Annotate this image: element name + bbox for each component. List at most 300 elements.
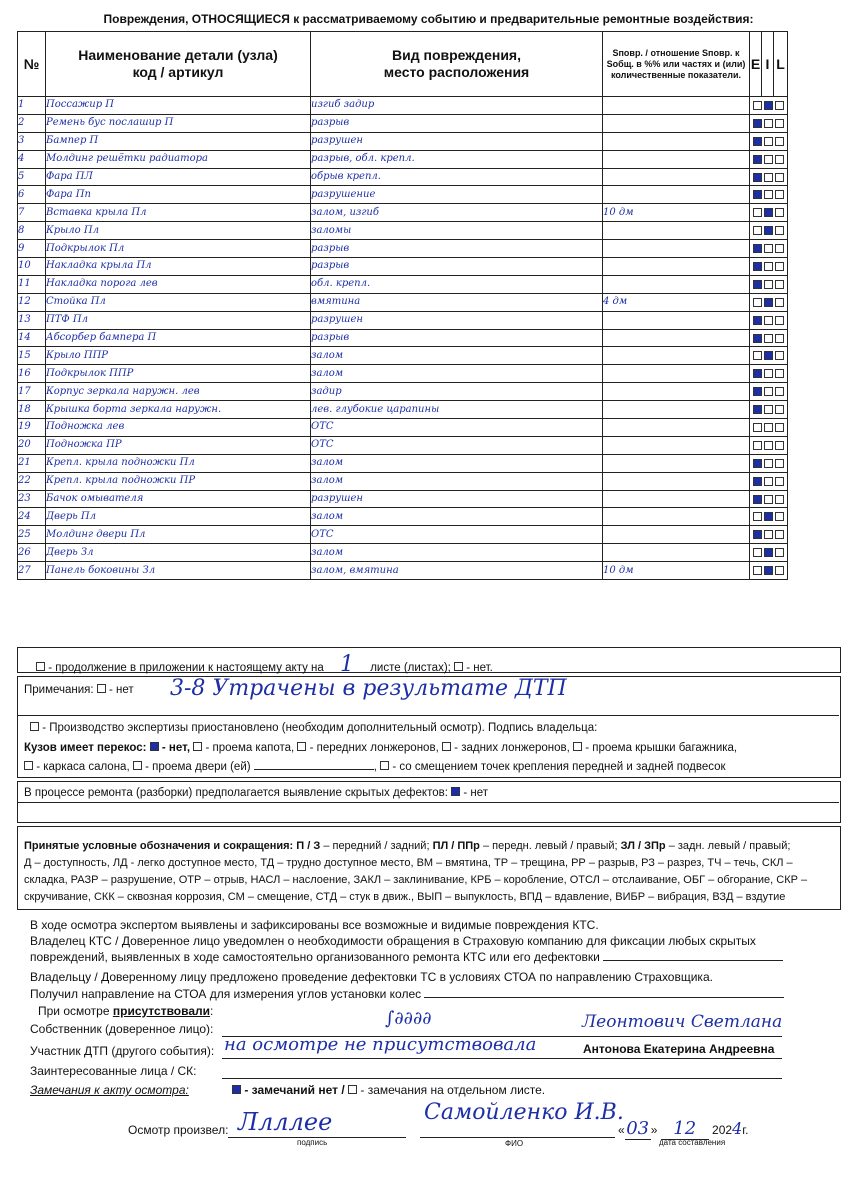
row-damage[interactable]: вмятина bbox=[311, 293, 603, 311]
row-checkbox-i[interactable] bbox=[764, 548, 773, 557]
legend-line-3: складка, РАЗР – разрушение, ОТР – отрыв, НАСЛ – наслоение, ЗАКЛ – заклинивание, КРБ – коробление, ОТСЛ – отслаивание, ОБГ – обгорание, СКР – bbox=[24, 874, 808, 886]
row-eil-boxes bbox=[750, 293, 788, 311]
col-part bbox=[46, 32, 311, 97]
row-ratio[interactable]: 10 дм bbox=[603, 204, 750, 222]
row-checkbox-e[interactable] bbox=[753, 351, 762, 360]
notes-handwritten: 3-8 Утрачены в результате ДТП bbox=[170, 676, 567, 701]
table-row bbox=[18, 186, 788, 204]
row-damage[interactable]: ОТС bbox=[311, 436, 603, 454]
row-number[interactable]: 15 bbox=[18, 347, 46, 365]
row-damage[interactable]: обл. крепл. bbox=[311, 275, 603, 293]
col-ratio: Sповр. / отношение Sповр. к Sобщ. в %% или частях и (или) количественные показатели. bbox=[603, 32, 750, 97]
row-eil-boxes bbox=[750, 508, 788, 526]
row-number[interactable]: 10 bbox=[18, 258, 46, 276]
row-part[interactable]: Панель боковины Зл bbox=[46, 562, 311, 580]
table-row bbox=[18, 240, 788, 258]
row-checkbox-e[interactable] bbox=[753, 101, 762, 110]
row-checkbox-i[interactable] bbox=[764, 334, 773, 343]
row-checkbox-e[interactable] bbox=[753, 119, 762, 128]
row-ratio[interactable] bbox=[603, 365, 750, 383]
row-checkbox-e[interactable] bbox=[753, 405, 762, 414]
row-ratio[interactable] bbox=[603, 472, 750, 490]
row-checkbox-group bbox=[750, 477, 787, 486]
row-part[interactable]: Фара Пп bbox=[46, 186, 311, 204]
row-part[interactable]: Дверь Пл bbox=[46, 508, 311, 526]
row-number[interactable]: 14 bbox=[18, 329, 46, 347]
row-eil-boxes bbox=[750, 383, 788, 401]
row-checkbox-e[interactable] bbox=[753, 477, 762, 486]
row-checkbox-i[interactable] bbox=[764, 137, 773, 146]
row-ratio[interactable] bbox=[603, 132, 750, 150]
footer-line-4: Владельцу / Доверенному лицу предложено проведение дефектовки ТС в условиях СТОА по направлению Страховщика. bbox=[30, 970, 713, 984]
legend-p2-bold: ПЛ / ППр bbox=[432, 840, 480, 852]
row-checkbox-l[interactable] bbox=[775, 298, 784, 307]
footer-line-5-field[interactable] bbox=[424, 997, 784, 998]
row-damage[interactable]: залом bbox=[311, 544, 603, 562]
date-caption: дата составления bbox=[659, 1138, 726, 1147]
col-part-line1: Наименование детали (узла) bbox=[78, 47, 278, 63]
row-checkbox-e[interactable] bbox=[753, 369, 762, 378]
skew-door-field[interactable] bbox=[254, 769, 374, 770]
continuation-no-checkbox[interactable] bbox=[454, 662, 463, 671]
row-checkbox-group bbox=[750, 387, 787, 396]
row-checkbox-l[interactable] bbox=[775, 441, 784, 450]
row-checkbox-l[interactable] bbox=[775, 423, 784, 432]
row-checkbox-l[interactable] bbox=[775, 173, 784, 182]
row-ratio[interactable] bbox=[603, 311, 750, 329]
col-e: E bbox=[750, 32, 762, 97]
row-damage[interactable]: задир bbox=[311, 383, 603, 401]
row-part[interactable]: Подножка ПР bbox=[46, 436, 311, 454]
hidden-defects-text: В процессе ремонта (разборки) предполагается выявление скрытых дефектов: bbox=[24, 787, 448, 799]
continuation-count: 1 bbox=[340, 652, 354, 677]
row-checkbox-e[interactable] bbox=[753, 137, 762, 146]
row-part[interactable]: Подкрылок ППР bbox=[46, 365, 311, 383]
legend-p1-bold: П / З bbox=[296, 840, 321, 852]
table-row bbox=[18, 132, 788, 150]
inspector-fio-handwritten: Самойленко И.В. bbox=[424, 1100, 624, 1125]
row-part[interactable]: Молдинг решётки радиатора bbox=[46, 150, 311, 168]
row-checkbox-e[interactable] bbox=[753, 155, 762, 164]
owner-label: Собственник (доверенное лицо): bbox=[30, 1022, 214, 1036]
row-ratio[interactable] bbox=[603, 526, 750, 544]
row-checkbox-i[interactable] bbox=[764, 298, 773, 307]
row-number[interactable]: 3 bbox=[18, 132, 46, 150]
row-part[interactable]: Крыло Пл bbox=[46, 222, 311, 240]
skew-trunk-checkbox[interactable] bbox=[573, 742, 582, 751]
row-checkbox-i[interactable] bbox=[764, 280, 773, 289]
row-number[interactable]: 6 bbox=[18, 186, 46, 204]
row-checkbox-e[interactable] bbox=[753, 459, 762, 468]
row-checkbox-e[interactable] bbox=[753, 548, 762, 557]
row-number[interactable]: 20 bbox=[18, 436, 46, 454]
skew-rear-rails-checkbox[interactable] bbox=[442, 742, 451, 751]
row-ratio[interactable] bbox=[603, 454, 750, 472]
table-row bbox=[18, 490, 788, 508]
col-damage-line1: Вид повреждения, bbox=[392, 47, 521, 63]
row-number[interactable]: 4 bbox=[18, 150, 46, 168]
row-ratio[interactable] bbox=[603, 419, 750, 437]
skew-no-checkbox[interactable] bbox=[150, 742, 159, 751]
participant-field[interactable] bbox=[222, 1058, 782, 1059]
footer-line-3-field[interactable] bbox=[603, 960, 783, 961]
row-checkbox-e[interactable] bbox=[753, 173, 762, 182]
table-header bbox=[18, 32, 788, 97]
hidden-defects-checkbox[interactable] bbox=[451, 787, 460, 796]
row-damage[interactable]: лев. глубокие царапины bbox=[311, 401, 603, 419]
table-row bbox=[18, 436, 788, 454]
fio-caption: ФИО bbox=[505, 1139, 524, 1148]
notes-checkbox[interactable] bbox=[97, 684, 106, 693]
row-part[interactable]: Бампер П bbox=[46, 132, 311, 150]
row-checkbox-e[interactable] bbox=[753, 387, 762, 396]
row-checkbox-i[interactable] bbox=[764, 101, 773, 110]
row-checkbox-l[interactable] bbox=[775, 477, 784, 486]
row-checkbox-e[interactable] bbox=[753, 262, 762, 271]
row-damage[interactable]: залом, вмятина bbox=[311, 562, 603, 580]
row-checkbox-i[interactable] bbox=[764, 530, 773, 539]
row-damage[interactable]: разрушен bbox=[311, 311, 603, 329]
table-row bbox=[18, 544, 788, 562]
row-part[interactable]: Вставка крыла Пл bbox=[46, 204, 311, 222]
row-checkbox-e[interactable] bbox=[753, 316, 762, 325]
notes-no: - нет bbox=[109, 684, 134, 696]
expertise-checkbox[interactable] bbox=[30, 722, 39, 731]
table-row bbox=[18, 168, 788, 186]
row-checkbox-e[interactable] bbox=[753, 512, 762, 521]
row-part[interactable]: Молдинг двери Пл bbox=[46, 526, 311, 544]
row-checkbox-i[interactable] bbox=[764, 369, 773, 378]
row-checkbox-e[interactable] bbox=[753, 495, 762, 504]
row-number[interactable]: 18 bbox=[18, 401, 46, 419]
row-ratio[interactable]: 4 дм bbox=[603, 293, 750, 311]
row-checkbox-i[interactable] bbox=[764, 190, 773, 199]
row-checkbox-group bbox=[750, 423, 787, 432]
row-checkbox-l[interactable] bbox=[775, 262, 784, 271]
skew-door-checkbox[interactable] bbox=[133, 761, 142, 770]
col-i: I bbox=[762, 32, 774, 97]
participant-handwritten: на осмотре не присутствовала bbox=[224, 1034, 537, 1055]
inspector-fio-field[interactable] bbox=[420, 1137, 615, 1138]
row-number[interactable]: 17 bbox=[18, 383, 46, 401]
row-ratio[interactable] bbox=[603, 436, 750, 454]
row-checkbox-group bbox=[750, 334, 787, 343]
row-eil-boxes bbox=[750, 186, 788, 204]
row-number[interactable]: 11 bbox=[18, 275, 46, 293]
skew-no: - нет, bbox=[161, 742, 191, 754]
table-row bbox=[18, 258, 788, 276]
row-checkbox-i[interactable] bbox=[764, 262, 773, 271]
row-number[interactable]: 13 bbox=[18, 311, 46, 329]
row-damage[interactable]: разрыв bbox=[311, 258, 603, 276]
table-row bbox=[18, 311, 788, 329]
row-checkbox-e[interactable] bbox=[753, 530, 762, 539]
row-eil-boxes bbox=[750, 275, 788, 293]
remarks-line bbox=[232, 1083, 545, 1097]
row-checkbox-l[interactable] bbox=[775, 208, 784, 217]
skew-mount-checkbox[interactable] bbox=[380, 761, 389, 770]
notes-divider bbox=[17, 715, 839, 716]
row-checkbox-l[interactable] bbox=[775, 530, 784, 539]
row-ratio[interactable] bbox=[603, 222, 750, 240]
row-checkbox-i[interactable] bbox=[764, 119, 773, 128]
row-number[interactable]: 1 bbox=[18, 97, 46, 115]
row-number[interactable]: 26 bbox=[18, 544, 46, 562]
row-part[interactable]: Подкрылок Пл bbox=[46, 240, 311, 258]
row-ratio[interactable] bbox=[603, 186, 750, 204]
row-part[interactable]: Поссажир П bbox=[46, 97, 311, 115]
row-number[interactable]: 9 bbox=[18, 240, 46, 258]
row-checkbox-group bbox=[750, 101, 787, 110]
row-checkbox-i[interactable] bbox=[764, 512, 773, 521]
row-checkbox-group bbox=[750, 280, 787, 289]
row-damage[interactable]: залом bbox=[311, 508, 603, 526]
row-checkbox-i[interactable] bbox=[764, 441, 773, 450]
row-damage[interactable]: разрыв bbox=[311, 329, 603, 347]
row-part[interactable]: Фара ПЛ bbox=[46, 168, 311, 186]
row-eil-boxes bbox=[750, 544, 788, 562]
row-part[interactable]: Подножка лев bbox=[46, 419, 311, 437]
row-number[interactable]: 25 bbox=[18, 526, 46, 544]
row-number[interactable]: 24 bbox=[18, 508, 46, 526]
row-checkbox-l[interactable] bbox=[775, 405, 784, 414]
row-ratio[interactable] bbox=[603, 150, 750, 168]
row-checkbox-l[interactable] bbox=[775, 459, 784, 468]
row-checkbox-i[interactable] bbox=[764, 316, 773, 325]
row-checkbox-group bbox=[750, 530, 787, 539]
table-row bbox=[18, 472, 788, 490]
row-checkbox-i[interactable] bbox=[764, 351, 773, 360]
row-checkbox-l[interactable] bbox=[775, 495, 784, 504]
row-ratio[interactable] bbox=[603, 329, 750, 347]
row-damage[interactable]: ОТС bbox=[311, 526, 603, 544]
row-checkbox-e[interactable] bbox=[753, 244, 762, 253]
row-checkbox-l[interactable] bbox=[775, 369, 784, 378]
row-checkbox-l[interactable] bbox=[775, 119, 784, 128]
row-damage[interactable]: ОТС bbox=[311, 419, 603, 437]
row-checkbox-i[interactable] bbox=[764, 387, 773, 396]
row-ratio[interactable]: 10 дм bbox=[603, 562, 750, 580]
row-checkbox-i[interactable] bbox=[764, 226, 773, 235]
row-ratio[interactable] bbox=[603, 544, 750, 562]
row-checkbox-e[interactable] bbox=[753, 566, 762, 575]
skew-hood-checkbox[interactable] bbox=[193, 742, 202, 751]
row-checkbox-i[interactable] bbox=[764, 423, 773, 432]
row-number[interactable]: 16 bbox=[18, 365, 46, 383]
remarks-sheet-checkbox[interactable] bbox=[348, 1085, 357, 1094]
row-ratio[interactable] bbox=[603, 97, 750, 115]
row-checkbox-group bbox=[750, 566, 787, 575]
row-damage[interactable]: заломы bbox=[311, 222, 603, 240]
row-part[interactable]: Бачок омывателя bbox=[46, 490, 311, 508]
row-ratio[interactable] bbox=[603, 383, 750, 401]
row-checkbox-i[interactable] bbox=[764, 405, 773, 414]
row-checkbox-i[interactable] bbox=[764, 459, 773, 468]
row-checkbox-l[interactable] bbox=[775, 101, 784, 110]
row-checkbox-group bbox=[750, 495, 787, 504]
row-checkbox-i[interactable] bbox=[764, 495, 773, 504]
row-number[interactable]: 5 bbox=[18, 168, 46, 186]
row-damage[interactable]: залом bbox=[311, 365, 603, 383]
table-row bbox=[18, 419, 788, 437]
row-damage[interactable]: разрыв bbox=[311, 114, 603, 132]
col-damage bbox=[311, 32, 603, 97]
row-ratio[interactable] bbox=[603, 508, 750, 526]
row-checkbox-group bbox=[750, 137, 787, 146]
row-checkbox-l[interactable] bbox=[775, 226, 784, 235]
continuation-checkbox[interactable] bbox=[36, 662, 45, 671]
row-part[interactable]: Корпус зеркала наружн. лев bbox=[46, 383, 311, 401]
table-row bbox=[18, 401, 788, 419]
row-eil-boxes bbox=[750, 472, 788, 490]
row-checkbox-i[interactable] bbox=[764, 173, 773, 182]
row-eil-boxes bbox=[750, 311, 788, 329]
row-checkbox-l[interactable] bbox=[775, 137, 784, 146]
row-number[interactable]: 2 bbox=[18, 114, 46, 132]
row-damage[interactable]: залом bbox=[311, 472, 603, 490]
row-damage[interactable]: залом bbox=[311, 347, 603, 365]
row-damage[interactable]: разрыв, обл. крепл. bbox=[311, 150, 603, 168]
row-number[interactable]: 27 bbox=[18, 562, 46, 580]
table-row bbox=[18, 150, 788, 168]
table-row bbox=[18, 204, 788, 222]
legend bbox=[24, 838, 836, 906]
legend-p1: – передний / задний; bbox=[323, 840, 430, 852]
row-checkbox-e[interactable] bbox=[753, 441, 762, 450]
row-eil-boxes bbox=[750, 436, 788, 454]
row-eil-boxes bbox=[750, 365, 788, 383]
row-part[interactable]: Дверь Зл bbox=[46, 544, 311, 562]
row-checkbox-i[interactable] bbox=[764, 566, 773, 575]
row-eil-boxes bbox=[750, 168, 788, 186]
row-checkbox-l[interactable] bbox=[775, 566, 784, 575]
owner-signature-scribble: ∫∂∂∂∂ bbox=[385, 1008, 432, 1029]
row-checkbox-i[interactable] bbox=[764, 244, 773, 253]
row-checkbox-e[interactable] bbox=[753, 208, 762, 217]
row-damage[interactable]: разрушен bbox=[311, 132, 603, 150]
skew-cabin: - каркаса салона, bbox=[36, 761, 130, 773]
footer-line-3-group bbox=[30, 950, 783, 964]
skew-label: Кузов имеет перекос: bbox=[24, 742, 147, 754]
table-body bbox=[18, 97, 788, 580]
skew-front-rails-checkbox[interactable] bbox=[297, 742, 306, 751]
row-checkbox-i[interactable] bbox=[764, 155, 773, 164]
row-ratio[interactable] bbox=[603, 401, 750, 419]
row-damage[interactable]: разрушение bbox=[311, 186, 603, 204]
row-checkbox-group bbox=[750, 459, 787, 468]
row-checkbox-group bbox=[750, 405, 787, 414]
row-checkbox-group bbox=[750, 369, 787, 378]
legend-title: Принятые условные обозначения и сокращения: bbox=[24, 840, 294, 852]
row-part[interactable]: Крыло ППР bbox=[46, 347, 311, 365]
row-checkbox-e[interactable] bbox=[753, 334, 762, 343]
row-checkbox-e[interactable] bbox=[753, 190, 762, 199]
row-checkbox-l[interactable] bbox=[775, 387, 784, 396]
row-eil-boxes bbox=[750, 204, 788, 222]
row-damage[interactable]: разрушен bbox=[311, 490, 603, 508]
row-checkbox-e[interactable] bbox=[753, 280, 762, 289]
row-checkbox-l[interactable] bbox=[775, 244, 784, 253]
row-checkbox-i[interactable] bbox=[764, 477, 773, 486]
table-row bbox=[18, 562, 788, 580]
row-ratio[interactable] bbox=[603, 114, 750, 132]
row-damage[interactable]: залом, изгиб bbox=[311, 204, 603, 222]
row-damage[interactable]: изгиб задир bbox=[311, 97, 603, 115]
row-damage[interactable]: обрыв крепл. bbox=[311, 168, 603, 186]
row-checkbox-e[interactable] bbox=[753, 226, 762, 235]
row-checkbox-l[interactable] bbox=[775, 548, 784, 557]
row-checkbox-l[interactable] bbox=[775, 155, 784, 164]
table-row bbox=[18, 275, 788, 293]
footer-line-5: Получил направление на СТОА для измерения углов установки колес bbox=[30, 987, 422, 1001]
row-checkbox-e[interactable] bbox=[753, 423, 762, 432]
table-row bbox=[18, 383, 788, 401]
interested-field[interactable] bbox=[222, 1078, 782, 1079]
legend-p2: – передн. левый / правый; bbox=[482, 840, 618, 852]
row-eil-boxes bbox=[750, 132, 788, 150]
row-checkbox-l[interactable] bbox=[775, 190, 784, 199]
row-checkbox-l[interactable] bbox=[775, 280, 784, 289]
notes-line bbox=[24, 684, 134, 696]
col-number: № bbox=[18, 32, 46, 97]
row-eil-boxes bbox=[750, 329, 788, 347]
row-number[interactable]: 12 bbox=[18, 293, 46, 311]
row-number[interactable]: 23 bbox=[18, 490, 46, 508]
row-part[interactable]: ПТФ Пл bbox=[46, 311, 311, 329]
row-damage[interactable]: разрыв bbox=[311, 240, 603, 258]
row-part[interactable]: Стойка Пл bbox=[46, 293, 311, 311]
row-part[interactable]: Крепл. крыла подножки Пл bbox=[46, 454, 311, 472]
row-damage[interactable]: залом bbox=[311, 454, 603, 472]
owner-handwritten-name: Леонтович Светлана bbox=[582, 1012, 783, 1032]
row-number[interactable]: 8 bbox=[18, 222, 46, 240]
row-checkbox-group bbox=[750, 512, 787, 521]
interested-label: Заинтересованные лица / СК: bbox=[30, 1064, 197, 1078]
row-checkbox-l[interactable] bbox=[775, 316, 784, 325]
row-number[interactable]: 22 bbox=[18, 472, 46, 490]
skew-cabin-checkbox[interactable] bbox=[24, 761, 33, 770]
remarks-none-checkbox[interactable] bbox=[232, 1085, 241, 1094]
col-l: L bbox=[774, 32, 788, 97]
skew-hood: - проема капота, bbox=[205, 742, 295, 754]
skew-door: - проема двери (ей) bbox=[145, 761, 251, 773]
row-part[interactable]: Накладка крыла Пл bbox=[46, 258, 311, 276]
row-checkbox-l[interactable] bbox=[775, 512, 784, 521]
row-part[interactable]: Накладка порога лев bbox=[46, 275, 311, 293]
row-ratio[interactable] bbox=[603, 240, 750, 258]
row-checkbox-l[interactable] bbox=[775, 351, 784, 360]
row-checkbox-e[interactable] bbox=[753, 298, 762, 307]
row-number[interactable]: 7 bbox=[18, 204, 46, 222]
row-ratio[interactable] bbox=[603, 275, 750, 293]
skew-rear-rails: - задних лонжеронов, bbox=[454, 742, 570, 754]
legend-line-4: скручивание, СКК – сквозная коррозия, СМ – смещение, СТД – стук в движ., ВЫП – выпуклость, ВПД – вдавление, ВИБР – вибрация, ВЗД – вздутие bbox=[24, 891, 786, 903]
row-ratio[interactable] bbox=[603, 258, 750, 276]
legend-line-1 bbox=[24, 838, 836, 855]
row-checkbox-i[interactable] bbox=[764, 208, 773, 217]
row-part[interactable]: Крепл. крыла подножки ПР bbox=[46, 472, 311, 490]
row-number[interactable]: 21 bbox=[18, 454, 46, 472]
row-ratio[interactable] bbox=[603, 347, 750, 365]
row-ratio[interactable] bbox=[603, 168, 750, 186]
row-number[interactable]: 19 bbox=[18, 419, 46, 437]
row-part[interactable]: Ремень бус послашир П bbox=[46, 114, 311, 132]
row-part[interactable]: Абсорбер бампера П bbox=[46, 329, 311, 347]
row-checkbox-l[interactable] bbox=[775, 334, 784, 343]
row-part[interactable]: Крышка борта зеркала наружн. bbox=[46, 401, 311, 419]
row-eil-boxes bbox=[750, 258, 788, 276]
row-ratio[interactable] bbox=[603, 490, 750, 508]
